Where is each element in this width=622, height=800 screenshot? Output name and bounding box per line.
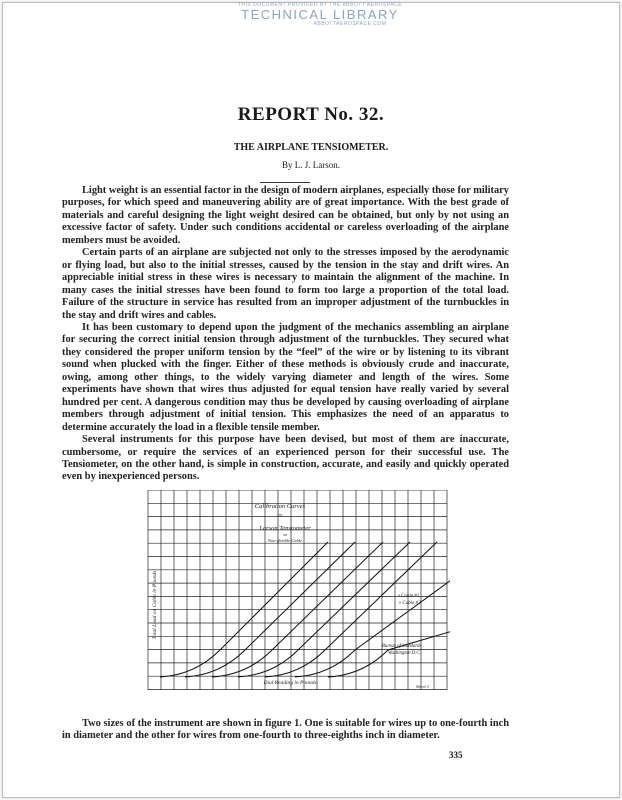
figure-stamp-1: Bureau of Standards bbox=[382, 644, 422, 649]
figure-ylabel: Total Load on Cable in Pounds bbox=[152, 570, 158, 640]
page-number: 335 bbox=[449, 750, 463, 760]
byline: By L. J. Larson. bbox=[282, 160, 340, 170]
watermark-top: THIS DOCUMENT PROVIDED BY THE ABBOTT AEROSPACE bbox=[237, 2, 403, 8]
figure-legend-1: • Cable #1 bbox=[398, 594, 420, 599]
figure-sheet: Sheet 1 bbox=[416, 684, 430, 689]
paragraph: Certain parts of an airplane are subjected not only to the stresses imposed by the aerodynamic or flying load, but also to the initial stresses, caused by the tension in the stay and drift wires. An appreciable initial stress in these wires is necessary to maintain the alignment of the machine. In many cases the initial stresses have been found to form too large a proportion of the total load. Failure of the structure in service has resulted from an improper adjustment of the turnbuckles in the stay and drift wires and cables. bbox=[62, 247, 509, 321]
watermark-logo bbox=[210, 2, 430, 32]
body-text bbox=[62, 185, 509, 484]
article-title: THE AIRPLANE TENSIOMETER. bbox=[233, 142, 389, 153]
paragraph: It has been customary to depend upon the judgment of the mechanics assembling an airplane for securing the correct initial tension through adjustment of the turnbuckles. They secured what they considered the proper uniform tension by the “feel” of the wire or by listening to its vibrant sound when plucked with the finger. Either of these methods is obviously crude and inaccurate, owing, among other things, to the widely varying diameter and length of the wires. Some experiments have shown that wires thus adjusted for equal tension have really varied by several hundred per cent. A dangerous condition may thus be developed by causing overloading of airplane members through adjustment of initial tension. This emphasizes the need of an apparatus to determine accurately the load in a flexible tensile member. bbox=[62, 321, 509, 433]
figure-stamp-2: Washington D.C. bbox=[388, 651, 421, 656]
figure-legend-2: ∘ Cable #2 bbox=[398, 601, 421, 606]
calibration-figure bbox=[140, 490, 450, 702]
report-title: REPORT No. 32. bbox=[237, 104, 385, 125]
figure-on: on bbox=[283, 532, 287, 537]
watermark-sub: ABBOTTAEROSPACE.COM bbox=[313, 21, 387, 27]
figure-cable: Non-flexible Cable bbox=[267, 538, 303, 543]
calibration-curve bbox=[295, 570, 450, 677]
divider bbox=[260, 182, 310, 183]
paragraph: Light weight is an essential factor in the design of modern airplanes, especially those for military purposes, for which speed and maneuvering ability are of great importance. With the best grade of materials and careful designing the light weight desired can be obtained, but only by not using an excessive factor of safety. Under such conditions accidental or careless overloading of the airplane members must be avoided. bbox=[62, 185, 509, 246]
paragraph: Several instruments for this purpose have been devised, but most of them are inaccurate, cumbersome, or require the services of an experienced person for their successful use. The Tensiometer, on the other hand, is simple in construction, accurate, and easily and quickly operated even by inexperienced persons. bbox=[62, 434, 509, 483]
caption-text: Two sizes of the instrument are shown in figure 1. One is suitable for wires up to one-fourth inch in diameter and the other for wires from one-fourth to three-eighths inch in diameter. bbox=[62, 718, 509, 742]
figure-grid bbox=[148, 490, 447, 690]
figure-subject: Larson Tensiometer bbox=[259, 525, 311, 532]
figure-xlabel: Dial Reading in Pounds bbox=[263, 680, 317, 686]
figure-for: for bbox=[277, 512, 283, 517]
figure-title: Calibration Curves bbox=[254, 503, 306, 510]
watermark-main: TECHNICAL LIBRARY bbox=[241, 7, 399, 22]
figure-caption bbox=[62, 718, 509, 743]
